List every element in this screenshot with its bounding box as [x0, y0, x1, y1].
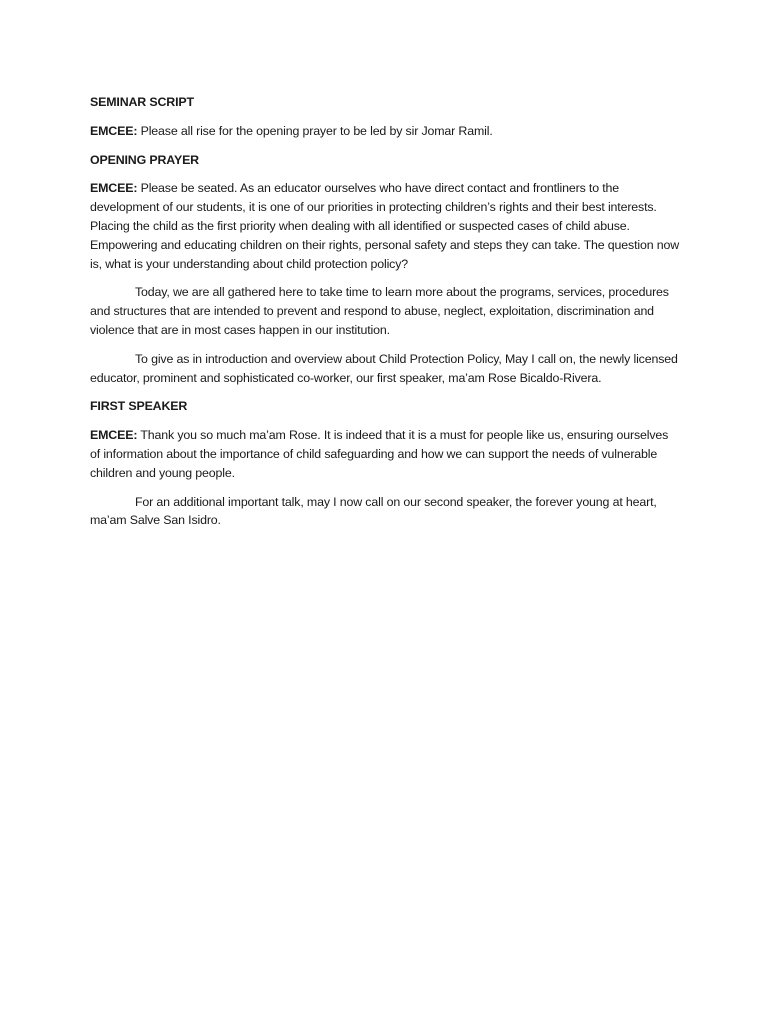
indented-paragraph-introduction: To give as in introduction and overview about Child Protection Policy, May I call on, the newly licensed educator, prominent and sophisticated co-worker, our first speaker, ma’am Rose Bicaldo-Rivera.: [90, 351, 678, 385]
document-page: [90, 93, 680, 540]
emcee-paragraph-3: [90, 426, 680, 482]
section-heading-first-speaker: FIRST SPEAKER: [90, 399, 188, 414]
indented-paragraph-second-speaker: For an additional important talk, may I now call on our second speaker, the forever young at heart, ma’am Salve San Isidro.: [90, 494, 657, 528]
emcee-paragraph-2: [90, 179, 680, 273]
document-title: SEMINAR SCRIPT: [90, 95, 194, 109]
emcee-label: EMCEE:: [90, 428, 138, 443]
paragraph-text: Please be seated. As an educator ourselves who have direct contact and frontliners to the development of our students, it is one of our priorities in protecting children’s rights and their best interests. Placing the child as the first priority when dealing with all identified or suspected cases of child abuse. Empowering and educating children on their rights, personal safety and steps they can take. The question now is, what is your understanding about child protection policy?: [90, 181, 680, 271]
paragraph-text: Please all rise for the opening prayer to be led by sir Jomar Ramil.: [137, 123, 493, 138]
emcee-paragraph-1: [90, 122, 680, 141]
paragraph-text: Thank you so much ma’am Rose. It is indeed that it is a must for people like us, ensuring ourselves of information about the importance of child safeguarding and how we can support the needs of vulnerable children and young people.: [90, 428, 669, 480]
indented-paragraph-today: Today, we are all gathered here to take time to learn more about the programs, services, procedures and structures that are intended to prevent and respond to abuse, neglect, exploitation, discrimination and violence that are in most cases happen in our institution.: [90, 285, 669, 337]
emcee-label: EMCEE:: [90, 123, 138, 138]
section-heading-opening-prayer: OPENING PRAYER: [90, 152, 199, 167]
emcee-label: EMCEE:: [90, 181, 138, 196]
